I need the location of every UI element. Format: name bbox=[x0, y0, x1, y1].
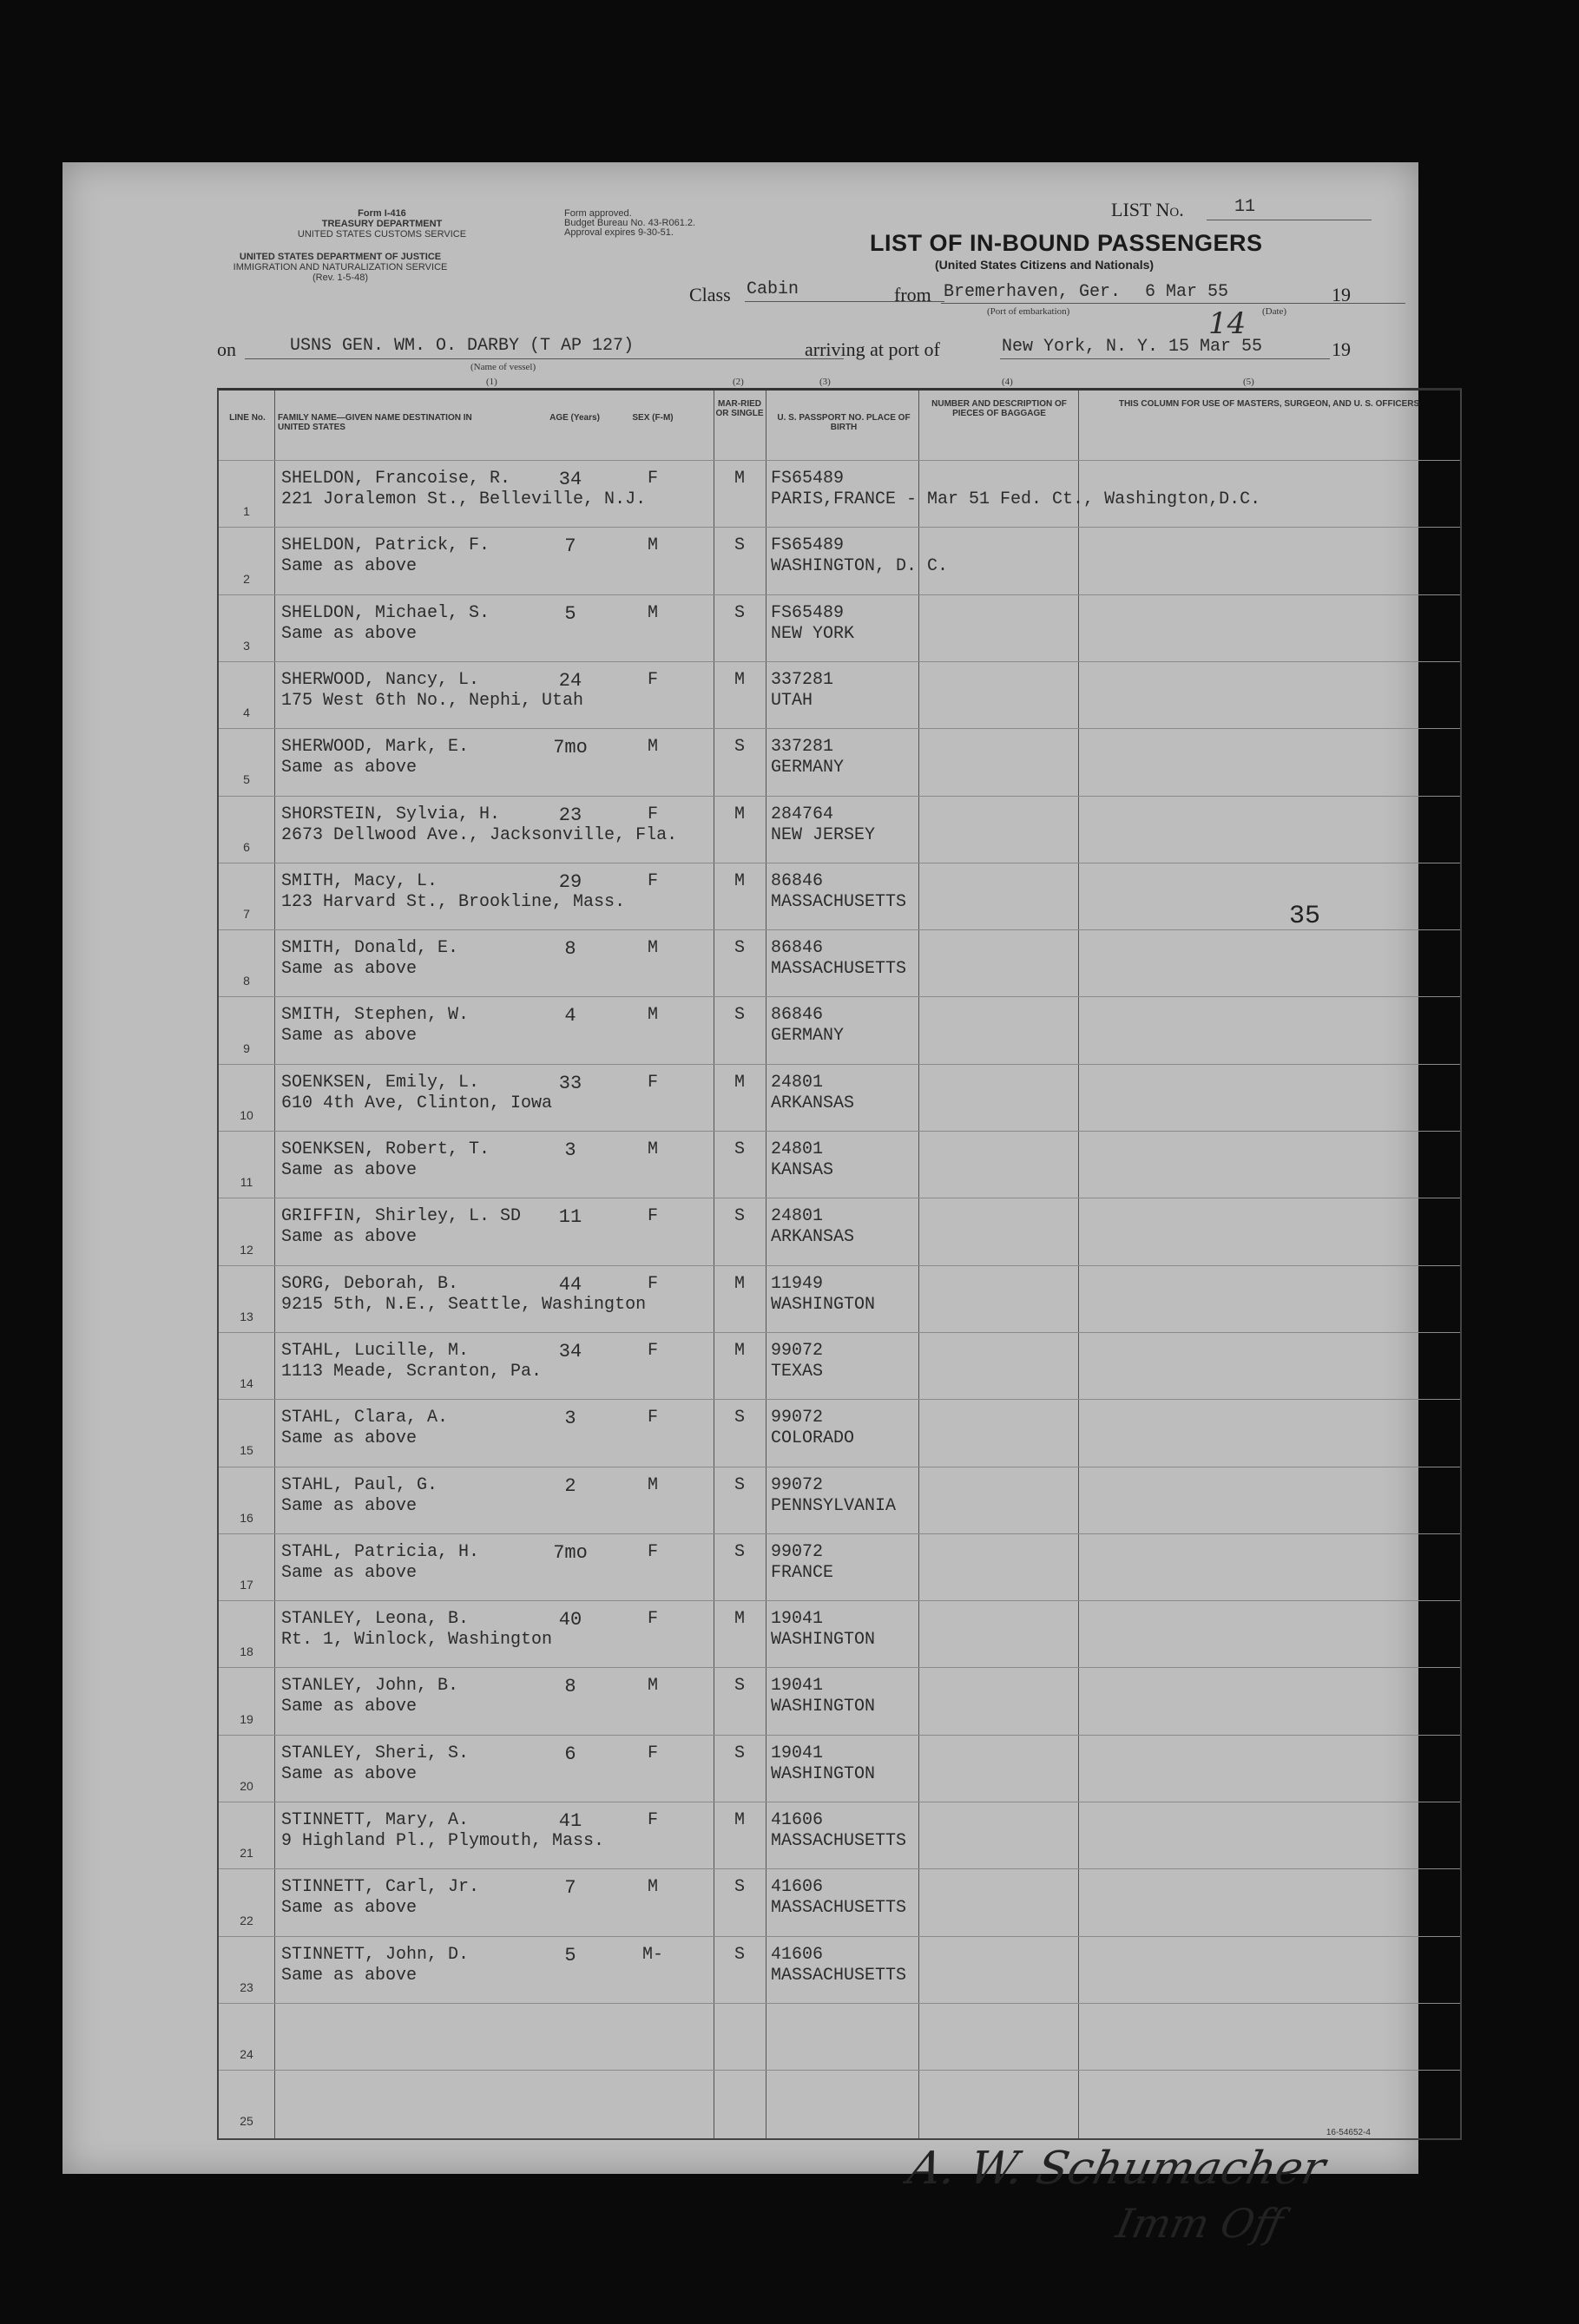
passport-number: 41606 bbox=[771, 1944, 824, 1965]
destination: Same as above bbox=[281, 1562, 418, 1583]
table-row bbox=[219, 728, 1460, 795]
marital-status: M bbox=[734, 1810, 745, 1830]
col-header-line: LINE No. bbox=[229, 413, 266, 423]
destination: Same as above bbox=[281, 959, 418, 980]
destination: Rt. 1, Winlock, Washington bbox=[281, 1630, 553, 1651]
table-row bbox=[219, 594, 1460, 661]
passenger-name: SOENKSEN, Emily, L. bbox=[281, 1072, 480, 1093]
passenger-name: STANLEY, Leona, B. bbox=[281, 1609, 470, 1630]
passport-number: 86846 bbox=[771, 938, 824, 959]
line-number: 13 bbox=[240, 1309, 253, 1323]
sex: M bbox=[647, 602, 658, 623]
col-header-passport: U. S. PASSPORT NO. PLACE OF BIRTH bbox=[777, 413, 911, 432]
passport-number: 24801 bbox=[771, 1139, 824, 1159]
place-of-birth: MASSACHUSETTS bbox=[771, 959, 907, 980]
line-number: 10 bbox=[240, 1107, 253, 1122]
destination: Same as above bbox=[281, 623, 418, 644]
passenger-name: STINNETT, Mary, A. bbox=[281, 1810, 470, 1830]
table-row bbox=[219, 1064, 1460, 1131]
marital-status: S bbox=[734, 737, 745, 758]
place-of-birth: PARIS,FRANCE - Mar 51 Fed. Ct., Washington,D.C. bbox=[771, 489, 1261, 509]
column-number: (2) bbox=[733, 377, 744, 387]
sex: M bbox=[647, 737, 658, 758]
line-number: 19 bbox=[240, 1711, 253, 1726]
line-number: 14 bbox=[240, 1376, 253, 1391]
destination: Same as above bbox=[281, 1160, 418, 1180]
place-of-birth: NEW JERSEY bbox=[771, 824, 876, 845]
passenger-name: SHERWOOD, Nancy, L. bbox=[281, 669, 480, 690]
approval-line: Budget Bureau No. 43-R061.2. bbox=[564, 218, 696, 228]
place-of-birth: COLORADO bbox=[771, 1428, 855, 1449]
vessel-caption: (Name of vessel) bbox=[470, 362, 536, 372]
marital-status: S bbox=[734, 1139, 745, 1159]
place-of-birth: NEW YORK bbox=[771, 623, 855, 644]
arrival-port: New York, N. Y. 15 Mar 55 bbox=[1002, 337, 1263, 357]
table-row bbox=[219, 460, 1460, 527]
sex: F bbox=[647, 804, 658, 824]
passport-number: FS65489 bbox=[771, 602, 845, 623]
line-number: 21 bbox=[240, 1846, 253, 1861]
passport-number: 284764 bbox=[771, 804, 834, 824]
marital-status: M bbox=[734, 1072, 745, 1093]
table-row bbox=[219, 1735, 1460, 1802]
sex: F bbox=[647, 1810, 658, 1830]
destination: 9215 5th, N.E., Seattle, Washington bbox=[281, 1294, 647, 1315]
marital-status: S bbox=[734, 602, 745, 623]
date-caption: (Date) bbox=[1262, 306, 1287, 317]
from-label: from bbox=[894, 284, 931, 305]
year-label: 19 bbox=[1332, 338, 1351, 360]
age: 7 bbox=[564, 535, 576, 558]
line-number: 23 bbox=[240, 1979, 253, 1994]
table-row bbox=[219, 1467, 1460, 1533]
passport-number: 99072 bbox=[771, 1541, 824, 1562]
line-number: 12 bbox=[240, 1242, 253, 1257]
table-row bbox=[219, 1936, 1460, 2003]
age: 41 bbox=[558, 1810, 582, 1832]
passenger-name: STAHL, Lucille, M. bbox=[281, 1340, 470, 1361]
approval-line: Approval expires 9-30-51. bbox=[564, 227, 674, 238]
age: 24 bbox=[558, 669, 582, 692]
officer-signature: A. W. Schumacher bbox=[903, 2143, 1330, 2195]
table-row bbox=[219, 996, 1460, 1063]
passenger-name: SHELDON, Francoise, R. bbox=[281, 469, 511, 489]
line-number: 20 bbox=[240, 1778, 253, 1793]
sex: F bbox=[647, 1609, 658, 1630]
place-of-birth: MASSACHUSETTS bbox=[771, 1831, 907, 1851]
line-number: 1 bbox=[243, 504, 250, 519]
line-number: 24 bbox=[240, 2047, 253, 2062]
column-number: (3) bbox=[819, 377, 831, 387]
line-number: 11 bbox=[240, 1175, 253, 1190]
age: 6 bbox=[564, 1743, 576, 1765]
table-row bbox=[219, 1399, 1460, 1466]
line-number: 5 bbox=[243, 772, 250, 787]
line-number: 9 bbox=[243, 1041, 250, 1055]
passport-number: 86846 bbox=[771, 1005, 824, 1026]
age: 5 bbox=[564, 1944, 576, 1966]
line-number: 18 bbox=[240, 1645, 253, 1659]
age: 34 bbox=[558, 469, 582, 490]
line-number: 4 bbox=[243, 706, 250, 720]
table-row bbox=[219, 929, 1460, 996]
age: 23 bbox=[558, 804, 582, 826]
age: 4 bbox=[564, 1005, 576, 1027]
sex: F bbox=[647, 870, 658, 891]
treasury-dept: TREASURY DEPARTMENT bbox=[321, 219, 443, 229]
marital-status: M bbox=[734, 870, 745, 891]
place-of-birth: KANSAS bbox=[771, 1160, 834, 1180]
passenger-name: STANLEY, John, B. bbox=[281, 1676, 459, 1697]
marital-status: S bbox=[734, 1676, 745, 1697]
sex: F bbox=[647, 1408, 658, 1428]
line-number: 25 bbox=[240, 2114, 253, 2129]
embarkation-date: 6 Mar 55 bbox=[1145, 282, 1229, 302]
destination: Same as above bbox=[281, 1495, 418, 1516]
sex: F bbox=[647, 1206, 658, 1227]
sex: F bbox=[647, 1541, 658, 1562]
destination: Same as above bbox=[281, 1763, 418, 1784]
marital-status: S bbox=[734, 535, 745, 556]
vessel-name: USNS GEN. WM. O. DARBY (T AP 127) bbox=[290, 336, 635, 356]
age: 33 bbox=[558, 1072, 582, 1094]
officer-title: Imm Off bbox=[1112, 2200, 1288, 2247]
age: 34 bbox=[558, 1340, 582, 1362]
destination: Same as above bbox=[281, 556, 418, 577]
age: 7mo bbox=[553, 737, 588, 759]
destination: 221 Joralemon St., Belleville, N.J. bbox=[281, 489, 647, 509]
marital-status: S bbox=[734, 1206, 745, 1227]
age: 2 bbox=[564, 1474, 576, 1497]
passport-number: 24801 bbox=[771, 1072, 824, 1093]
line-number: 3 bbox=[243, 638, 250, 653]
age: 44 bbox=[558, 1273, 582, 1296]
line-number: 8 bbox=[243, 974, 250, 988]
passport-number: 99072 bbox=[771, 1408, 824, 1428]
sex: M bbox=[647, 535, 658, 556]
place-of-birth: GERMANY bbox=[771, 1026, 845, 1047]
marital-status: S bbox=[734, 1541, 745, 1562]
destination: Same as above bbox=[281, 1965, 418, 1986]
arriving-label: arriving at port of bbox=[805, 338, 940, 360]
line-number: 6 bbox=[243, 839, 250, 854]
sex: F bbox=[647, 1072, 658, 1093]
page-subtitle: (United States Citizens and Nationals) bbox=[935, 258, 1155, 272]
passenger-name: SMITH, Donald, E. bbox=[281, 938, 459, 959]
table-row bbox=[219, 2003, 1460, 2070]
passenger-name: SHELDON, Michael, S. bbox=[281, 602, 490, 623]
sex: M bbox=[647, 1877, 658, 1898]
document-page bbox=[63, 162, 1420, 2247]
table-row bbox=[219, 527, 1460, 594]
page-title: LIST OF IN-BOUND PASSENGERS bbox=[870, 230, 1263, 256]
ins-service: IMMIGRATION AND NATURALIZATION SERVICE bbox=[233, 262, 448, 272]
destination: Same as above bbox=[281, 1227, 418, 1248]
marital-status: S bbox=[734, 1005, 745, 1026]
sex: F bbox=[647, 469, 658, 489]
passenger-name: SMITH, Macy, L. bbox=[281, 870, 438, 891]
table-row bbox=[219, 1332, 1460, 1399]
destination: 1113 Meade, Scranton, Pa. bbox=[281, 1361, 543, 1382]
place-of-birth: WASHINGTON bbox=[771, 1697, 876, 1717]
table-row bbox=[219, 1265, 1460, 1332]
marital-status: M bbox=[734, 804, 745, 824]
port-of-embarkation-caption: (Port of embarkation) bbox=[987, 306, 1070, 317]
destination: 2673 Dellwood Ave., Jacksonville, Fla. bbox=[281, 824, 678, 845]
marital-status: M bbox=[734, 1609, 745, 1630]
marital-status: S bbox=[734, 1743, 745, 1763]
line-number: 15 bbox=[240, 1443, 253, 1458]
age: 8 bbox=[564, 938, 576, 961]
destination: 123 Harvard St., Brookline, Mass. bbox=[281, 891, 626, 912]
customs-service: UNITED STATES CUSTOMS SERVICE bbox=[297, 229, 467, 240]
table-row bbox=[219, 1802, 1460, 1868]
age: 8 bbox=[564, 1676, 576, 1698]
place-of-birth: UTAH bbox=[771, 690, 813, 711]
passport-number: 11949 bbox=[771, 1273, 824, 1294]
destination: Same as above bbox=[281, 758, 418, 778]
passport-number: 99072 bbox=[771, 1340, 824, 1361]
sex: M bbox=[647, 1139, 658, 1159]
place-of-birth: PENNSYLVANIA bbox=[771, 1495, 897, 1516]
passport-number: 337281 bbox=[771, 737, 834, 758]
sex: F bbox=[647, 1273, 658, 1294]
passport-number: 24801 bbox=[771, 1206, 824, 1227]
form-id: Form I-416 bbox=[358, 208, 406, 219]
age: 29 bbox=[558, 870, 582, 893]
passport-number: 19041 bbox=[771, 1609, 824, 1630]
passport-number: 337281 bbox=[771, 669, 834, 690]
passenger-name: SORG, Deborah, B. bbox=[281, 1273, 459, 1294]
print-code: 16-54652-4 bbox=[1326, 2128, 1371, 2137]
marital-status: M bbox=[734, 469, 745, 489]
on-label: on bbox=[217, 338, 236, 360]
class-value: Cabin bbox=[747, 279, 799, 299]
passenger-name: SMITH, Stephen, W. bbox=[281, 1005, 470, 1026]
arrival-date-correction: 14 bbox=[1208, 306, 1247, 341]
table-row bbox=[219, 796, 1460, 863]
revision: (Rev. 1-5-48) bbox=[313, 272, 368, 283]
place-of-birth: ARKANSAS bbox=[771, 1227, 855, 1248]
passport-number: FS65489 bbox=[771, 535, 845, 556]
line-number: 2 bbox=[243, 571, 250, 586]
col-header-name: FAMILY NAME—GIVEN NAME DESTINATION IN UNITED STATES bbox=[278, 413, 472, 432]
age: 7 bbox=[564, 1877, 576, 1900]
line-number: 22 bbox=[240, 1913, 253, 1927]
destination: Same as above bbox=[281, 1898, 418, 1919]
passport-number: 41606 bbox=[771, 1877, 824, 1898]
passenger-name: SHELDON, Patrick, F. bbox=[281, 535, 490, 556]
list-no-value: 11 bbox=[1234, 197, 1256, 217]
sex: M bbox=[647, 938, 658, 959]
col-header-baggage: NUMBER AND DESCRIPTION OF PIECES OF BAGGAGE bbox=[931, 399, 1067, 418]
passenger-name: STAHL, Patricia, H. bbox=[281, 1541, 480, 1562]
column-number: (4) bbox=[1002, 377, 1013, 387]
passenger-table bbox=[217, 388, 1462, 2140]
sex: M bbox=[647, 1474, 658, 1495]
age: 3 bbox=[564, 1408, 576, 1430]
marital-status: M bbox=[734, 1273, 745, 1294]
table-row bbox=[219, 1533, 1460, 1600]
sex: M bbox=[647, 1005, 658, 1026]
port-of-embarkation: Bremerhaven, Ger. bbox=[944, 282, 1122, 302]
passenger-name: STANLEY, Sheri, S. bbox=[281, 1743, 470, 1763]
destination: 610 4th Ave, Clinton, Iowa bbox=[281, 1093, 553, 1113]
passport-number: 99072 bbox=[771, 1474, 824, 1495]
line-number: 17 bbox=[240, 1578, 253, 1592]
passenger-name: SHORSTEIN, Sylvia, H. bbox=[281, 804, 501, 824]
place-of-birth: WASHINGTON bbox=[771, 1294, 876, 1315]
marital-status: S bbox=[734, 938, 745, 959]
table-row bbox=[219, 1868, 1460, 1935]
passenger-name: STINNETT, Carl, Jr. bbox=[281, 1877, 480, 1898]
approval-line: Form approved. bbox=[564, 208, 632, 219]
year-label: 19 bbox=[1332, 284, 1351, 305]
sex: M- bbox=[641, 1944, 663, 1965]
place-of-birth: WASHINGTON, D. C. bbox=[771, 556, 949, 577]
place-of-birth: MASSACHUSETTS bbox=[771, 1965, 907, 1986]
marital-status: S bbox=[734, 1474, 745, 1495]
age: 7mo bbox=[553, 1541, 588, 1564]
sex: F bbox=[647, 669, 658, 690]
column-number: (5) bbox=[1243, 377, 1254, 387]
marital-status: S bbox=[734, 1944, 745, 1965]
passenger-name: GRIFFIN, Shirley, L. SD bbox=[281, 1206, 522, 1227]
age: 5 bbox=[564, 602, 576, 625]
place-of-birth: MASSACHUSETTS bbox=[771, 1898, 907, 1919]
class-label: Class bbox=[689, 284, 731, 305]
col-header-officers: THIS COLUMN FOR USE OF MASTERS, SURGEON, AND U. S. OFFICERS bbox=[1118, 399, 1420, 409]
destination: Same as above bbox=[281, 1428, 418, 1449]
destination: Same as above bbox=[281, 1026, 418, 1047]
passenger-name: SOENKSEN, Robert, T. bbox=[281, 1139, 490, 1159]
destination: 9 Highland Pl., Plymouth, Mass. bbox=[281, 1831, 605, 1851]
passenger-name: STINNETT, John, D. bbox=[281, 1944, 470, 1965]
line-number: 7 bbox=[243, 907, 250, 922]
line-number: 16 bbox=[240, 1510, 253, 1525]
marital-status: S bbox=[734, 1877, 745, 1898]
passenger-name: STAHL, Paul, G. bbox=[281, 1474, 438, 1495]
place-of-birth: FRANCE bbox=[771, 1562, 834, 1583]
destination: Same as above bbox=[281, 1697, 418, 1717]
place-of-birth: ARKANSAS bbox=[771, 1093, 855, 1113]
place-of-birth: TEXAS bbox=[771, 1361, 824, 1382]
list-no-label: LIST No. bbox=[1111, 199, 1184, 220]
table-row bbox=[219, 661, 1460, 728]
place-of-birth: MASSACHUSETTS bbox=[771, 891, 907, 912]
marital-status: S bbox=[734, 1408, 745, 1428]
stamp-number: 35 bbox=[1289, 902, 1321, 931]
destination: 175 West 6th No., Nephi, Utah bbox=[281, 690, 584, 711]
col-header-married: MAR-RIED OR SINGLE bbox=[715, 399, 764, 418]
passenger-name: SHERWOOD, Mark, E. bbox=[281, 737, 470, 758]
table-row bbox=[219, 1600, 1460, 1667]
age: 3 bbox=[564, 1139, 576, 1161]
table-row bbox=[219, 1131, 1460, 1198]
passport-number: 41606 bbox=[771, 1810, 824, 1830]
place-of-birth: GERMANY bbox=[771, 758, 845, 778]
marital-status: M bbox=[734, 669, 745, 690]
table-row bbox=[219, 1198, 1460, 1264]
sex: M bbox=[647, 1676, 658, 1697]
place-of-birth: WASHINGTON bbox=[771, 1763, 876, 1784]
age: 40 bbox=[558, 1609, 582, 1631]
col-header-sex: SEX (F-M) bbox=[632, 413, 674, 423]
justice-dept: UNITED STATES DEPARTMENT OF JUSTICE bbox=[239, 252, 442, 262]
age: 11 bbox=[558, 1206, 582, 1229]
passport-number: FS65489 bbox=[771, 469, 845, 489]
marital-status: M bbox=[734, 1340, 745, 1361]
table-row bbox=[219, 863, 1460, 929]
place-of-birth: WASHINGTON bbox=[771, 1630, 876, 1651]
column-number: (1) bbox=[486, 377, 497, 387]
table-row bbox=[219, 1667, 1460, 1734]
col-header-age: AGE (Years) bbox=[549, 413, 600, 423]
passport-number: 19041 bbox=[771, 1676, 824, 1697]
passport-number: 86846 bbox=[771, 870, 824, 891]
table-row bbox=[219, 2070, 1460, 2137]
passenger-name: STAHL, Clara, A. bbox=[281, 1408, 449, 1428]
sex: F bbox=[647, 1340, 658, 1361]
passport-number: 19041 bbox=[771, 1743, 824, 1763]
sex: F bbox=[647, 1743, 658, 1763]
